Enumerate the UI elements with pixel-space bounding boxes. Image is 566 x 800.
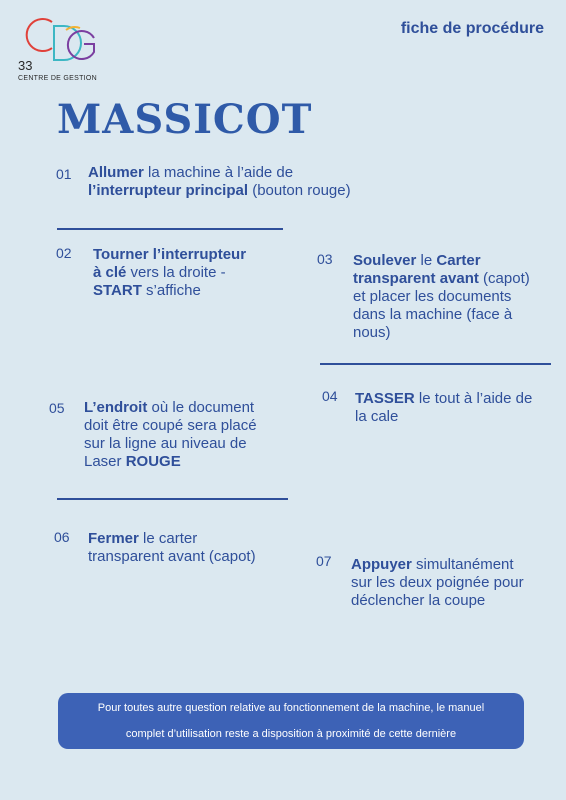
step-text-run: nous)	[353, 324, 391, 341]
step-text-bold: à clé	[93, 264, 127, 281]
step-number: 04	[322, 388, 338, 404]
step-number: 02	[56, 245, 72, 261]
step-text	[353, 252, 553, 342]
step-number: 07	[316, 553, 332, 569]
step-text-bold: ROUGE	[125, 453, 181, 470]
step-text-bold: transparent avant	[353, 270, 479, 287]
step-number: 05	[49, 400, 65, 416]
divider	[57, 228, 283, 230]
step-text-run: vers la droite -	[126, 264, 226, 281]
footer-note	[58, 693, 524, 749]
step-text-bold: L’endroit	[84, 399, 148, 416]
step-text	[351, 556, 551, 610]
step-02	[56, 245, 293, 300]
footer-line-2: complet d’utilisation reste a disposition à proximité de cette dernière	[125, 728, 457, 740]
step-text-run: et placer les documents	[353, 288, 512, 305]
step-text	[93, 246, 293, 300]
step-text	[84, 399, 294, 471]
step-text-run: le tout à l’aide de	[414, 390, 533, 407]
step-text	[355, 390, 555, 426]
step-text	[88, 164, 388, 200]
step-text-bold: START	[93, 282, 142, 299]
step-text-run: simultanément	[411, 556, 514, 573]
step-text-run: (capot)	[478, 270, 530, 287]
step-text-run: dans la machine (face à	[353, 306, 513, 323]
divider	[57, 498, 288, 500]
step-text-bold: l’interrupteur principal	[88, 182, 249, 199]
footer-line-1: Pour toutes autre question relative au fonctionnement de la machine, le manuel	[97, 702, 485, 714]
step-text-run: Laser	[84, 453, 126, 470]
step-number: 03	[317, 251, 333, 267]
step-03	[317, 251, 553, 342]
page-title: MASSICOT	[57, 96, 313, 143]
step-text-bold: Carter	[436, 252, 481, 269]
step-text-run: déclencher la coupe	[351, 592, 486, 609]
step-text-run: le carter	[138, 530, 198, 547]
step-number: 01	[56, 166, 72, 182]
step-05	[49, 399, 294, 471]
step-07	[316, 553, 551, 610]
step-text-run: sur la ligne au niveau de	[84, 435, 247, 452]
step-text-run: sur les deux poignée pour	[351, 574, 524, 591]
logo	[14, 8, 106, 88]
step-text-bold: Tourner l’interrupteur	[93, 246, 247, 263]
step-text-run: (bouton rouge)	[248, 182, 351, 199]
step-text-bold: TASSER	[355, 390, 415, 407]
step-text-run: transparent avant (capot)	[88, 548, 256, 565]
step-text	[88, 530, 298, 566]
step-text-bold: Soulever	[353, 252, 417, 269]
step-text-run: s’affiche	[141, 282, 201, 299]
step-text-run: le	[416, 252, 437, 269]
logo-subtitle: CENTRE DE GESTION	[18, 75, 97, 82]
step-text-run: la cale	[355, 408, 399, 425]
step-number: 06	[54, 529, 70, 545]
step-06	[54, 529, 298, 566]
step-04	[322, 388, 555, 426]
step-text-bold: Fermer	[88, 530, 139, 547]
step-text-run: où le document	[147, 399, 255, 416]
divider	[320, 363, 551, 365]
document-type: fiche de procédure	[400, 20, 544, 37]
step-text-run: doit être coupé sera placé	[84, 417, 257, 434]
step-text-bold: Allumer	[88, 164, 144, 181]
logo-number: 33	[18, 58, 33, 73]
step-text-run: la machine à l’aide de	[143, 164, 294, 181]
step-01	[56, 164, 388, 200]
step-text-bold: Appuyer	[351, 556, 412, 573]
